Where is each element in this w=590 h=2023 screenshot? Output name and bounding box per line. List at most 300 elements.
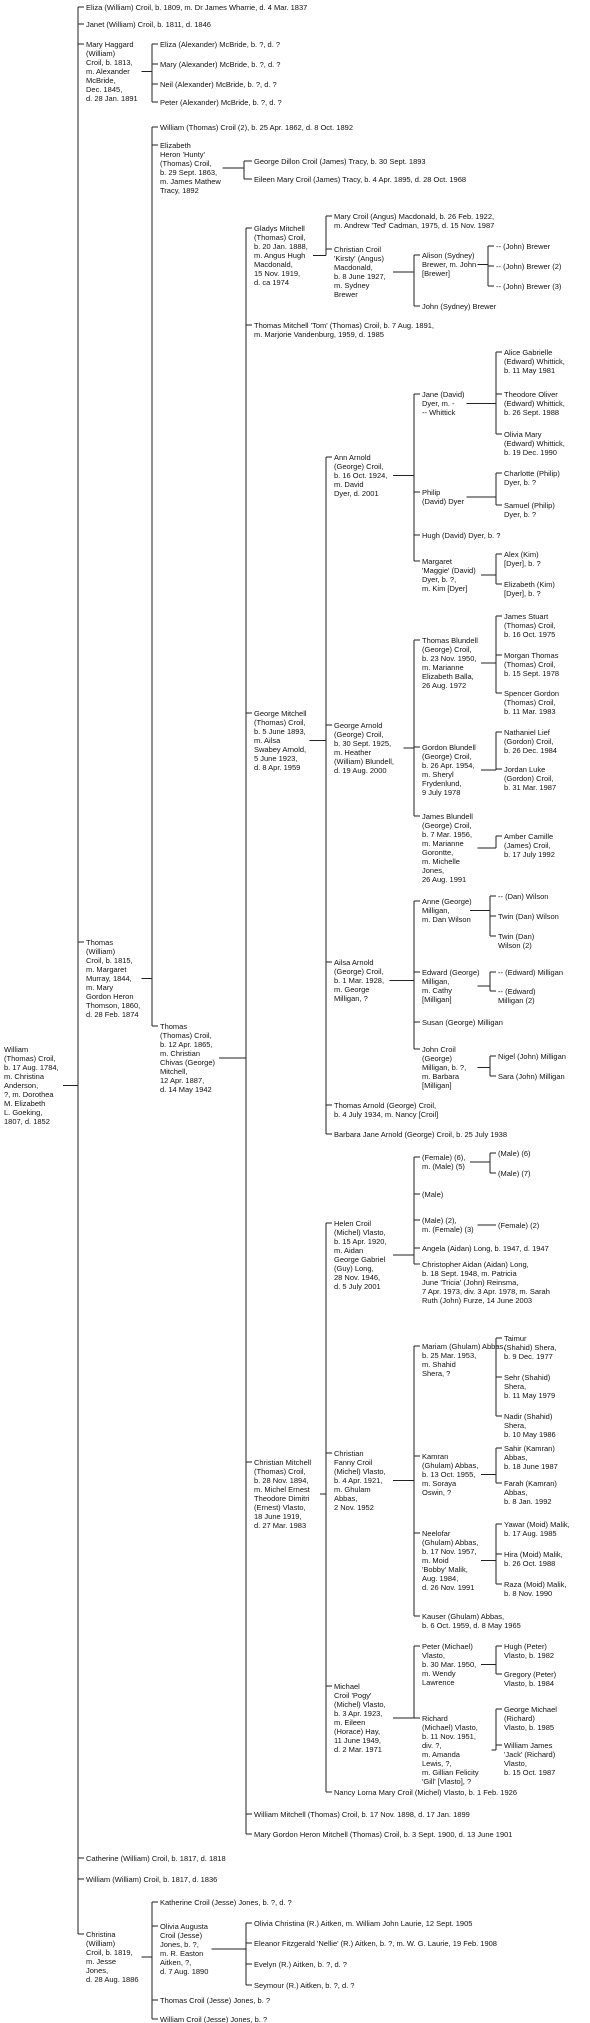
person-line: Anne (George) xyxy=(422,897,472,906)
person-line: Thomas Blundell xyxy=(422,636,478,645)
person-line: Seymour (R.) Aitken, b. ?, d. ? xyxy=(254,1981,355,1990)
person-ann-arnold xyxy=(334,453,387,498)
person-line: Katherine Croil (Jesse) Jones, b. ?, d. ? xyxy=(160,1898,292,1907)
person-michael-pogy xyxy=(334,1682,386,1754)
person-william-1784 xyxy=(4,1045,59,1126)
person-thomas-1815 xyxy=(86,938,140,1019)
person-william-jack xyxy=(504,1741,556,1777)
person-line: b. 11 May 1979 xyxy=(504,1391,556,1400)
person-line: William (Thomas) Croil (2), b. 25 Apr. 1862, d. 8 Oct. 1892 xyxy=(160,123,353,132)
person-line: m. James Mathew xyxy=(160,177,221,186)
person-brewer-2 xyxy=(496,262,562,271)
person-line: b. 16 Oct. 1924, xyxy=(334,471,388,480)
person-line: b. 5 June 1893, xyxy=(254,727,306,736)
person-line: (Guy) Long, xyxy=(334,1264,374,1273)
person-line: Abbas, xyxy=(334,1494,358,1503)
person-line: Croil, b. 1819, xyxy=(86,1948,133,1957)
person-line: 28 Nov. 1946, xyxy=(334,1273,381,1282)
person-line: (George) Croil, xyxy=(422,821,472,830)
person-line: June 'Tricia' (John) Reinsma, xyxy=(422,1278,519,1287)
person-hugh-vlasto xyxy=(504,1642,554,1660)
person-line: John (Sydney) Brewer xyxy=(422,302,497,311)
person-line: Theodore Oliver xyxy=(504,390,558,399)
person-line: Dec. 1845, xyxy=(86,85,123,94)
person-line: Sehr (Shahid) xyxy=(504,1373,551,1382)
person-line: (Ernest) Vlasto, xyxy=(254,1503,306,1512)
person-line: 26 Aug. 1991 xyxy=(422,875,467,884)
person-line: b. 12 Apr. 1865, xyxy=(160,1040,213,1049)
person-line: b. 8 Jan. 1992 xyxy=(504,1497,552,1506)
person-line: Aitken, ?, xyxy=(160,1958,192,1967)
person-line: Dyer, m. - xyxy=(422,399,455,408)
person-line: b. 8 Nov. 1990 xyxy=(504,1589,553,1598)
person-line: m. Christian xyxy=(160,1049,201,1058)
person-line: Catherine (William) Croil, b. 1817, d. 1818 xyxy=(86,1854,226,1863)
person-line: m. Andrew 'Ted' Cadman, 1975, d. 15 Nov. 1987 xyxy=(334,221,495,230)
person-line: Twin (Dan) xyxy=(498,932,535,941)
person-line: m. Eileen xyxy=(334,1718,366,1727)
person-line: Murray, 1844, xyxy=(86,974,132,983)
tree-labels xyxy=(4,3,570,2023)
person-line: William Croil (Jesse) Jones, b. ? xyxy=(160,2015,268,2023)
person-george-1893 xyxy=(254,709,307,772)
person-line: m. Aidan xyxy=(334,1246,364,1255)
person-line: William (William) Croil, b. 1817, d. 1836 xyxy=(86,1875,218,1884)
person-line: 7 Apr. 1973, div. 3 Apr. 1978, m. Sarah xyxy=(422,1287,550,1296)
person-line: -- (John) Brewer (3) xyxy=(496,282,562,291)
person-line: b. 25 Mar. 1953, xyxy=(422,1351,477,1360)
person-line: m. R. Easton xyxy=(160,1949,204,1958)
person-line: Janet (William) Croil, b. 1811, d. 1846 xyxy=(86,20,211,29)
person-hugh-dyer xyxy=(422,531,500,540)
person-line: Olivia Mary xyxy=(504,430,542,439)
person-line: Philip xyxy=(422,488,441,497)
person-line: m. Michelle xyxy=(422,857,460,866)
person-line: (William) xyxy=(86,947,116,956)
person-mariam-abbas xyxy=(422,1342,505,1378)
person-thomas-1865 xyxy=(160,1022,216,1094)
person-line: (George) Croil, xyxy=(334,462,384,471)
person-line: Aug. 1984, xyxy=(422,1574,459,1583)
person-line: Eliza (William) Croil, b. 1809, m. Dr James Wharrie, d. 4 Mar. 1837 xyxy=(86,3,308,12)
person-line: Susan (George) Milligan xyxy=(422,1018,503,1027)
person-line: (Michel) Vlasto, xyxy=(334,1700,386,1709)
person-thomas-blundell xyxy=(422,636,478,690)
person-line: (Gordon) Croil, xyxy=(504,737,554,746)
person-line: Raza (Moid) Malik, xyxy=(504,1580,567,1589)
person-james-stuart xyxy=(504,612,556,639)
person-morgan-thomas xyxy=(504,651,559,678)
person-theodore-whittick xyxy=(504,390,565,417)
person-line: Croil, b. 1815, xyxy=(86,956,133,965)
person-line: (Shahid) Shera, xyxy=(504,1343,557,1352)
person-line: m. Michel Ernest xyxy=(254,1485,310,1494)
person-line: m. Sheryl xyxy=(422,770,454,779)
person-line: -- (Dan) Wilson xyxy=(498,892,549,901)
person-eleanor-nellie xyxy=(254,1939,497,1948)
person-line: m. Marjorie Vandenburg, 1959, d. 1985 xyxy=(254,330,384,339)
person-line: [Milligan] xyxy=(422,1081,452,1090)
person-line: Eileen Mary Croil (James) Tracy, b. 4 Apr. 1895, d. 28 Oct. 1968 xyxy=(254,175,467,184)
person-line: b. 17 Aug. 1784, xyxy=(4,1063,59,1072)
person-line: b. 26 Oct. 1988 xyxy=(504,1559,556,1568)
person-line: James Blundell xyxy=(422,812,473,821)
person-line: b. 13 Oct. 1955, xyxy=(422,1470,476,1479)
person-line: Croil 'Pogy' xyxy=(334,1691,372,1700)
person-line: Heron 'Hunty' xyxy=(160,150,205,159)
person-john-brewer xyxy=(422,302,497,311)
person-sahir-abbas xyxy=(504,1444,558,1471)
person-line: m. Angus Hugh xyxy=(254,251,306,260)
person-line: d. 14 May 1942 xyxy=(160,1085,212,1094)
person-line: Anderson, xyxy=(4,1081,39,1090)
person-line: (Thomas) Croil, xyxy=(504,698,556,707)
person-male-6 xyxy=(498,1149,531,1158)
person-line: Jane (David) xyxy=(422,390,465,399)
person-peter-vlasto xyxy=(422,1642,476,1687)
person-line: Hira (Moid) Malik, xyxy=(504,1550,563,1559)
person-line: Neelofar xyxy=(422,1529,451,1538)
person-line: m. Kim [Dyer] xyxy=(422,584,468,593)
person-william-1862 xyxy=(160,123,353,132)
person-helen-vlasto xyxy=(334,1219,387,1291)
person-line: Hugh (Peter) xyxy=(504,1642,547,1651)
person-line: Mary Haggard xyxy=(86,40,134,49)
person-line: -- (John) Brewer (2) xyxy=(496,262,562,271)
person-line: d. 28 Aug. 1886 xyxy=(86,1975,139,1984)
person-line: b. 26 Apr. 1954, xyxy=(422,761,475,770)
person-line: Mary Gordon Heron Mitchell (Thomas) Croil, b. 3 Sept. 1900, d. 13 June 1901 xyxy=(254,1830,513,1839)
person-line: (Edward) Whittick, xyxy=(504,439,565,448)
person-line: [Brewer] xyxy=(422,269,450,278)
person-sehr-shera xyxy=(504,1373,555,1400)
person-nancy-lorna xyxy=(334,1788,517,1797)
person-line: George Dillon Croil (James) Tracy, b. 30 Sept. 1893 xyxy=(254,157,426,166)
person-samuel-dyer xyxy=(504,501,555,519)
person-amber-camille xyxy=(504,832,555,859)
person-line: Sara (John) Milligan xyxy=(498,1072,565,1081)
person-line: George Gabriel xyxy=(334,1255,386,1264)
person-line: Milligan, xyxy=(422,906,450,915)
person-line: b. 11 Nov. 1951, xyxy=(422,1732,476,1741)
person-line: Dyer, b. ?, xyxy=(422,575,457,584)
person-line: b. 28 Nov. 1894, xyxy=(254,1476,309,1485)
person-line: 15 Nov. 1919, xyxy=(254,269,301,278)
person-seymour-aitken xyxy=(254,1981,354,1990)
person-line: 12 Apr. 1887, xyxy=(160,1076,205,1085)
person-line: Angela (Aidan) Long, b. 1947, d. 1947 xyxy=(422,1244,549,1253)
person-line: (Michel) Vlasto, xyxy=(334,1467,386,1476)
person-janet-1811 xyxy=(86,20,211,29)
person-line: (Thomas) Croil, xyxy=(254,233,306,242)
person-line: m. Heather xyxy=(334,748,372,757)
person-nadir-shera xyxy=(504,1412,556,1439)
person-eliza-mcbride xyxy=(160,40,280,49)
person-dan-wilson xyxy=(498,892,548,901)
person-brewer-1 xyxy=(496,242,551,251)
person-line: b. 30 Mar. 1950, xyxy=(422,1660,477,1669)
person-line: (Ghulam) Abbas, xyxy=(422,1538,479,1547)
person-line: div. ?, xyxy=(422,1741,442,1750)
person-line: Chivas (George) xyxy=(160,1058,216,1067)
person-line: Yawar (Moid) Malik, xyxy=(504,1520,570,1529)
person-line: b. 7 Mar. 1956, xyxy=(422,830,473,839)
person-line: Alison (Sydney) xyxy=(422,251,475,260)
person-line: 5 June 1923, xyxy=(254,754,298,763)
person-line: Thomas Arnold (George) Croil, xyxy=(334,1101,437,1110)
person-line: Helen Croil xyxy=(334,1219,372,1228)
person-william-jones xyxy=(160,2015,267,2023)
person-line: m. Sydney xyxy=(334,281,370,290)
person-line: Thomson, 1860, xyxy=(86,1001,141,1010)
person-male-2 xyxy=(422,1216,474,1234)
person-george-dillon xyxy=(254,157,426,166)
person-line: Olivia Augusta xyxy=(160,1922,208,1931)
person-line: Lewis, ?, xyxy=(422,1759,452,1768)
person-line: b. 26 Sept. 1988 xyxy=(504,408,560,417)
person-line: [Dyer], b. ? xyxy=(504,559,541,568)
person-line: Dyer, d. 2001 xyxy=(334,489,379,498)
person-line: William xyxy=(4,1045,29,1054)
person-twin-wilson xyxy=(498,912,559,921)
person-line: Samuel (Philip) xyxy=(504,501,555,510)
person-line: (Gordon) Croil, xyxy=(504,774,554,783)
person-line: b. 18 June 1987 xyxy=(504,1462,558,1471)
person-line: 26 Aug. 1972 xyxy=(422,681,467,690)
person-line: Brewer, m. John xyxy=(422,260,477,269)
person-james-blundell xyxy=(422,812,473,884)
person-line: Jones, xyxy=(86,1966,109,1975)
person-line: m. Dan Wilson xyxy=(422,915,471,924)
person-edward-milligan-c2 xyxy=(498,987,536,1005)
person-gordon-blundell xyxy=(422,743,476,797)
person-line: Wilson (2) xyxy=(498,941,532,950)
person-line: 'Gill' [Vlasto], ? xyxy=(422,1777,472,1786)
person-line: (Horace) Hay, xyxy=(334,1727,381,1736)
person-line: m. Alexander xyxy=(86,67,130,76)
person-line: Thomas xyxy=(160,1022,188,1031)
person-evelyn-aitken xyxy=(254,1960,347,1969)
person-line: Alice Gabrielle xyxy=(504,348,553,357)
person-line: (Michel) Vlasto, xyxy=(334,1228,386,1237)
person-line: Nancy Lorna Mary Croil (Michel) Vlasto, b. 1 Feb. 1926 xyxy=(334,1788,517,1797)
person-line: (Edward) Whittick, xyxy=(504,357,565,366)
person-line: Croil, b. 1813, xyxy=(86,58,133,67)
person-line: Vlasto, xyxy=(504,1759,527,1768)
person-line: d. ca 1974 xyxy=(254,278,290,287)
person-line: m. Ghulam xyxy=(334,1485,371,1494)
person-line: Morgan Thomas xyxy=(504,651,559,660)
person-female-6 xyxy=(422,1153,465,1171)
person-line: b. 15 Sept. 1978 xyxy=(504,669,560,678)
person-line: Taimur xyxy=(504,1334,527,1343)
person-line: (Male) (7) xyxy=(498,1169,531,1178)
person-line: Farah (Kamran) xyxy=(504,1479,557,1488)
person-line: m. Jesse xyxy=(86,1957,117,1966)
person-line: m. Marianne xyxy=(422,663,464,672)
person-line: Mary (Alexander) McBride, b. ?, d. ? xyxy=(160,60,281,69)
person-line: m. Moid xyxy=(422,1556,449,1565)
person-line: b. 4 Apr. 1921, xyxy=(334,1476,383,1485)
person-line: d. 8 Apr. 1959 xyxy=(254,763,301,772)
person-line: McBride, xyxy=(86,76,116,85)
person-raza-malik xyxy=(504,1580,567,1598)
person-line: b. 15 Apr. 1920, xyxy=(334,1237,387,1246)
person-line: b. 30 Sept. 1925, xyxy=(334,739,392,748)
person-line: Ruth (John) Furze, 14 June 2003 xyxy=(422,1296,533,1305)
person-line: Abbas, xyxy=(504,1488,528,1497)
person-line: m. Soraya xyxy=(422,1479,457,1488)
person-line: Milligan, b. ?, xyxy=(422,1063,467,1072)
person-line: Sahir (Kamran) xyxy=(504,1444,555,1453)
person-line: Elizabeth Balla, xyxy=(422,672,474,681)
person-line: Dyer, b. ? xyxy=(504,510,537,519)
person-mary-gordon-1900 xyxy=(254,1830,512,1839)
person-line: Eliza (Alexander) McBride, b. ?, d. ? xyxy=(160,40,281,49)
person-line: (Ghulam) Abbas, xyxy=(422,1461,479,1470)
person-line: Swabey Arnold, xyxy=(254,745,307,754)
person-line: 2 Nov. 1952 xyxy=(334,1503,374,1512)
person-thomas-jones xyxy=(160,1996,270,2005)
person-angela-long xyxy=(422,1244,549,1253)
person-line: Theodore Dimitri xyxy=(254,1494,310,1503)
person-line: b. 3 Apr. 1923, xyxy=(334,1709,383,1718)
person-elizabeth-hunty xyxy=(160,141,221,195)
person-line: Kamran xyxy=(422,1452,449,1461)
person-line: (Richard) xyxy=(504,1714,535,1723)
person-line: Jones, b. ?, xyxy=(160,1940,199,1949)
person-line: (Male) (2), xyxy=(422,1216,457,1225)
person-line: Oswin, ? xyxy=(422,1488,452,1497)
person-line: b. 29 Sept. 1863, xyxy=(160,168,218,177)
person-line: Ann Arnold xyxy=(334,453,371,462)
person-jane-dyer xyxy=(422,390,465,417)
person-alison-brewer xyxy=(422,251,476,278)
person-line: (Female) (2) xyxy=(498,1221,540,1230)
person-line: William James xyxy=(504,1741,553,1750)
person-line: (Female) (6), xyxy=(422,1153,466,1162)
person-line: George Mitchell xyxy=(254,709,307,718)
person-brewer-3 xyxy=(496,282,562,291)
person-mary-macdonald xyxy=(334,212,494,230)
person-kamran-abbas xyxy=(422,1452,478,1497)
person-george-arnold xyxy=(334,721,394,775)
person-barbara-jane xyxy=(334,1130,507,1139)
person-line: m. Wendy xyxy=(422,1669,456,1678)
person-william-1897 xyxy=(254,1810,470,1819)
person-line: Gregory (Peter) xyxy=(504,1670,557,1679)
person-line: Vlasto, b. 1984 xyxy=(504,1679,555,1688)
person-line: (Edward) Whittick, xyxy=(504,399,565,408)
person-line: Jordan Luke xyxy=(504,765,546,774)
person-line: m. George xyxy=(334,985,370,994)
person-line: Macdonald, xyxy=(254,260,293,269)
person-line: -- Whittick xyxy=(422,408,456,417)
person-line: Dyer, b. ? xyxy=(504,478,537,487)
person-line: b. 17 July 1992 xyxy=(504,850,555,859)
person-eliza-1809 xyxy=(86,3,307,12)
person-line: Christopher Aidan (Aidan) Long, xyxy=(422,1260,529,1269)
person-line: (George) xyxy=(422,1054,453,1063)
person-richard-vlasto xyxy=(422,1714,479,1786)
person-line: b. 19 Dec. 1990 xyxy=(504,448,557,457)
person-line: Hugh (David) Dyer, b. ? xyxy=(422,531,501,540)
person-line: m. Amanda xyxy=(422,1750,460,1759)
person-male xyxy=(422,1190,444,1199)
person-line: Frydenlund, xyxy=(422,779,462,788)
person-line: 'Maggie' (David) xyxy=(422,566,476,575)
person-line: Fanny Croil xyxy=(334,1458,373,1467)
person-yawar-malik xyxy=(504,1520,570,1538)
person-line: ?, m. Dorothea xyxy=(4,1090,54,1099)
person-line: Peter (Michael) xyxy=(422,1642,473,1651)
person-line: John Croil xyxy=(422,1045,456,1054)
person-line: Gordon Blundell xyxy=(422,743,476,752)
person-line: Tracy, 1892 xyxy=(160,186,199,195)
person-alice-whittick xyxy=(504,348,565,375)
person-line: Evelyn (R.) Aitken, b. ?, d. ? xyxy=(254,1960,347,1969)
person-line: Edward (George) xyxy=(422,968,480,977)
person-christopher-long xyxy=(422,1260,550,1305)
person-line: b. 31 Mar. 1987 xyxy=(504,783,557,792)
person-taimur-shera xyxy=(504,1334,557,1361)
person-line: m. Mary xyxy=(86,983,114,992)
person-line: George Michael xyxy=(504,1705,557,1714)
person-male-7 xyxy=(498,1169,531,1178)
person-katherine-jones xyxy=(160,1898,292,1907)
person-line: Spencer Gordon xyxy=(504,689,560,698)
person-line: Amber Camille xyxy=(504,832,554,841)
person-line: -- (Edward) xyxy=(498,987,536,996)
person-nathaniel-lief xyxy=(504,728,557,755)
person-line: Nathaniel Lief xyxy=(504,728,550,737)
person-gregory-vlasto xyxy=(504,1670,557,1688)
person-line: Milligan (2) xyxy=(498,996,535,1005)
person-olivia-christina xyxy=(254,1919,472,1928)
person-gladys xyxy=(254,224,308,287)
person-line: d. 7 Aug. 1890 xyxy=(160,1967,209,1976)
person-line: Alex (Kim) xyxy=(504,550,539,559)
person-line: (David) Dyer xyxy=(422,497,465,506)
person-line: m. (Female) (3) xyxy=(422,1225,474,1234)
person-line: Vlasto, b. 1985 xyxy=(504,1723,555,1732)
person-line: Twin (Dan) Wilson xyxy=(498,912,559,921)
person-line: (Michael) Vlasto, xyxy=(422,1723,478,1732)
person-line: Elizabeth xyxy=(160,141,191,150)
person-line: Christian Mitchell xyxy=(254,1458,312,1467)
person-sara-milligan xyxy=(498,1072,565,1081)
person-alex-dyer xyxy=(504,550,541,568)
person-line: (Thomas) Croil, xyxy=(4,1054,56,1063)
person-line: (William) xyxy=(86,1939,116,1948)
person-line: m. Christina xyxy=(4,1072,45,1081)
person-line: (William) Blundell, xyxy=(334,757,395,766)
person-line: m. David xyxy=(334,480,364,489)
person-line: 'Jack' (Richard) xyxy=(504,1750,556,1759)
person-line: Vlasto, b. 1982 xyxy=(504,1651,555,1660)
person-line: Mariam (Ghulam) Abbas, xyxy=(422,1342,506,1351)
person-kauser-abbas xyxy=(422,1612,521,1630)
person-neelofar-abbas xyxy=(422,1529,478,1592)
person-line: Shera, xyxy=(504,1421,527,1430)
person-line: (Thomas) Croil, xyxy=(504,660,556,669)
person-line: (William) xyxy=(86,49,116,58)
person-line: -- (John) Brewer xyxy=(496,242,551,251)
person-peter-mcbride xyxy=(160,98,282,107)
person-edward-milligan xyxy=(422,968,480,1004)
person-line: 9 July 1978 xyxy=(422,788,461,797)
person-line: (Thomas) Croil, xyxy=(254,718,306,727)
